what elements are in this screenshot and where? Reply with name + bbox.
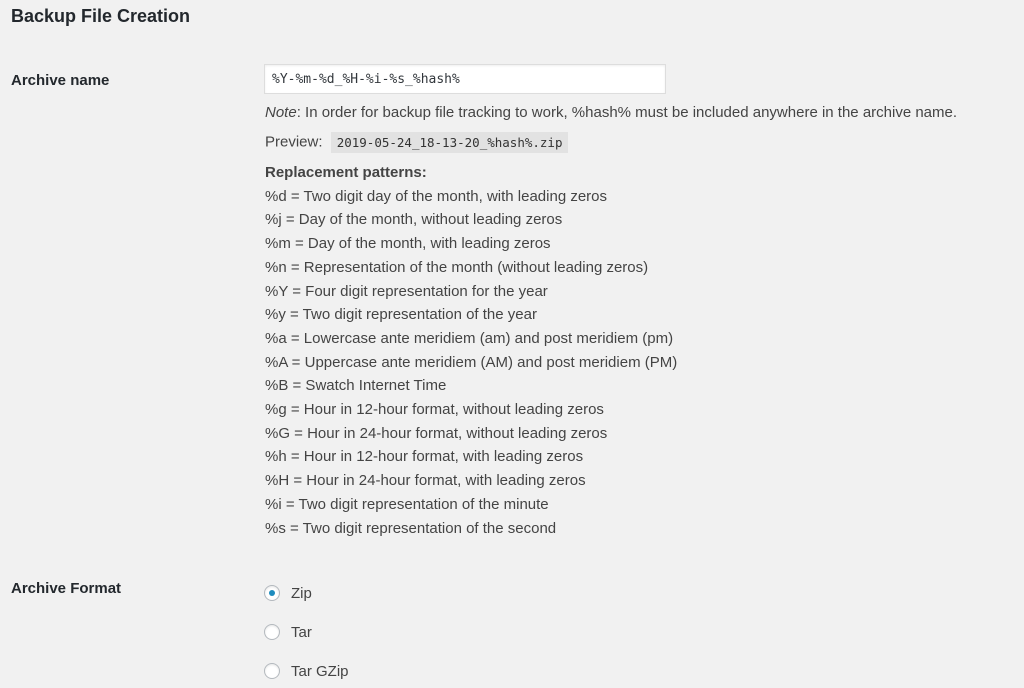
pattern-item: %m = Day of the month, with leading zeros [265,235,551,253]
pattern-item: %Y = Four digit representation for the year [265,282,548,300]
note-text: : In order for backup file tracking to work, %hash% must be included anywhere in the archive name. [296,104,958,121]
radio-label[interactable]: Tar [291,623,312,641]
pattern-item: %a = Lowercase ante meridiem (am) and post meridiem (pm) [265,329,674,347]
pattern-item: %n = Representation of the month (without leading zeros) [265,258,649,276]
preview-label: Preview: [265,133,323,151]
radio-button[interactable] [264,624,280,640]
radio-option-tar[interactable] [264,622,312,642]
patterns-heading: Replacement patterns: [265,164,427,181]
pattern-item: %s = Two digit representation of the second [265,519,557,537]
archive-name-input[interactable] [264,64,666,94]
pattern-item: %B = Swatch Internet Time [265,377,447,395]
archive-format-label: Archive Format [11,580,122,597]
preview-value: 2019-05-24_18-13-20_%hash%.zip [331,132,569,153]
radio-label[interactable]: Zip [291,584,312,602]
pattern-item: %H = Hour in 24-hour format, with leading zeros [265,472,586,490]
pattern-item: %y = Two digit representation of the year [265,306,537,324]
page-title: Backup File Creation [11,6,191,26]
pattern-item: %g = Hour in 12-hour format, without leading zeros [265,401,604,419]
pattern-item: %A = Uppercase ante meridiem (AM) and post meridiem (PM) [265,353,678,371]
radio-button[interactable] [264,585,280,601]
radio-option-zip[interactable] [264,583,312,603]
archive-name-note [265,104,957,121]
radio-option-tar-gzip[interactable] [264,661,349,681]
replacement-patterns [265,161,677,540]
pattern-item: %d = Two digit day of the month, with leading zeros [265,187,608,205]
note-prefix: Note [265,104,297,121]
radio-label[interactable]: Tar GZip [291,662,349,680]
pattern-item: %i = Two digit representation of the minute [265,495,549,513]
radio-button[interactable] [264,663,280,679]
pattern-item: %h = Hour in 12-hour format, with leading zeros [265,448,584,466]
pattern-item: %j = Day of the month, without leading zeros [265,211,563,229]
archive-name-label: Archive name [11,72,110,89]
pattern-item: %G = Hour in 24-hour format, without leading zeros [265,424,608,442]
archive-preview [265,132,568,153]
